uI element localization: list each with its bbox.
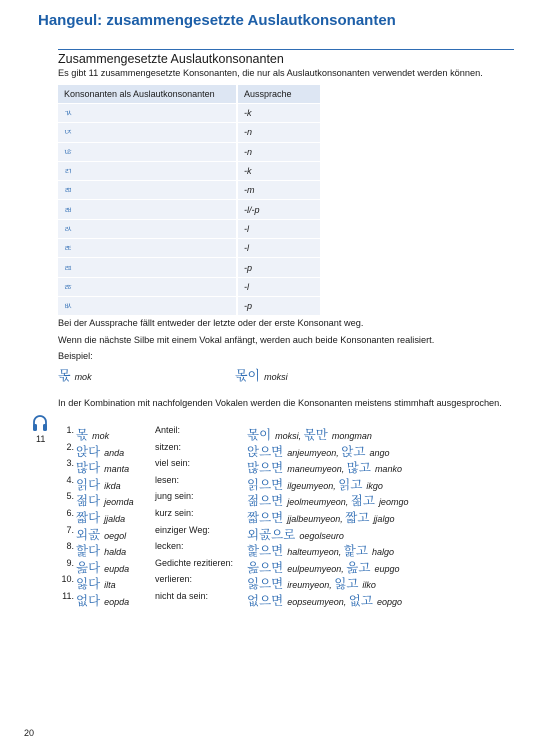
table-row [58, 142, 320, 161]
table-cell-consonant: ㄻ [58, 181, 237, 200]
exercise-number: 1. [66, 425, 74, 435]
exercise-forms [247, 591, 402, 609]
exercise-forms [247, 558, 399, 576]
exercise-form-2: 몫만 [303, 427, 328, 442]
table-cell-pronunciation: -k [237, 104, 320, 123]
list-item [58, 491, 518, 507]
exercise-form-1-romanization: jeolmeumyeon, [287, 497, 351, 508]
table-cell-pronunciation: -n [237, 142, 320, 161]
exercise-form-1-romanization: jjalbeumyeon, [287, 514, 346, 524]
exercise-number: 6. [66, 508, 74, 518]
exercise-form-1-romanization: halteumyeon, [287, 547, 344, 558]
exercise-form-2-romanization: eopgo [376, 597, 402, 607]
section-title: Zusammengesetzte Auslautkonsonanten [58, 49, 514, 66]
exercise-form-2-romanization: jeomgo [378, 497, 409, 508]
list-item [58, 541, 518, 557]
exercise-number: 8. [66, 541, 74, 552]
exercise-number: 5. [66, 491, 74, 502]
exercise-romanization: anda [104, 447, 125, 458]
exercise-romanization: ilta [104, 580, 116, 591]
table-row [58, 104, 320, 123]
exercise-word [76, 558, 129, 576]
exercise-form-2: 많고 [346, 460, 371, 476]
beispiel-label: Beispiel: [58, 351, 93, 361]
exercise-form-2: 읽고 [338, 476, 363, 492]
exercise-forms [247, 475, 383, 493]
exercise-form-2: 짧고 [345, 510, 370, 525]
exercise-form-1-romanization: eopseumyeon, [287, 597, 349, 607]
audio-track-number: 11 [36, 434, 46, 444]
table-cell-consonant: ㄼ [58, 200, 237, 219]
list-item [58, 458, 518, 474]
table-cell-consonant: ㅀ [58, 277, 237, 296]
exercise-form-1: 앉으면 [247, 443, 284, 459]
table-cell-pronunciation: -p [237, 296, 320, 315]
consonant-table [58, 85, 320, 315]
exercise-form-2-romanization: manko [374, 464, 402, 475]
exercise-form-1-romanization: anjeumyeon, [287, 447, 342, 458]
exercise-form-2: 핥고 [343, 543, 368, 559]
exercise-form-2-romanization: halgo [371, 547, 394, 558]
headphones-icon[interactable] [32, 413, 48, 435]
exercise-word [76, 475, 121, 493]
table-row [58, 181, 320, 200]
table-cell-pronunciation: -m [237, 181, 320, 200]
exercise-german: kurz sein: [155, 508, 194, 518]
exercise-hangul: 읽다 [76, 476, 101, 492]
exercise-german: jung sein: [155, 491, 194, 502]
table-cell-pronunciation: -l/-p [237, 200, 320, 219]
exercise-german: lesen: [155, 474, 180, 485]
table-header-consonants: Konsonanten als Auslautkonsonanten [58, 85, 237, 104]
table-cell-pronunciation: -l [237, 219, 320, 238]
paragraph-1: Bei der Aussprache fällt entweder der letzte oder der erste Konsonant weg. [58, 318, 364, 328]
exercise-form-2: 잃고 [334, 576, 359, 592]
exercise-romanization: ikda [104, 480, 121, 491]
table-row [58, 200, 320, 219]
exercise-number: 4. [66, 474, 74, 485]
table-row [58, 123, 320, 142]
example-2-hangul: 몫이 [235, 369, 261, 384]
table-header-pronunciation: Aussprache [237, 85, 320, 104]
exercise-form-2: 읊고 [346, 559, 371, 575]
exercise-word [76, 574, 116, 592]
exercise-hangul: 핥다 [76, 543, 101, 559]
exercise-form-1-romanization: ilgeumyeon, [287, 480, 339, 491]
exercise-word [76, 525, 126, 543]
table-cell-consonant: ㄺ [58, 161, 237, 180]
table-cell-consonant: ㅄ [58, 296, 237, 315]
exercise-form-2-romanization: mongman [331, 431, 372, 441]
table-cell-pronunciation: -p [237, 258, 320, 277]
exercise-german: viel sein: [155, 458, 191, 469]
table-cell-consonant: ㄶ [58, 142, 237, 161]
exercise-hangul: 많다 [76, 460, 101, 476]
exercise-word [76, 541, 126, 559]
exercise-form-1: 읊으면 [247, 559, 284, 575]
table-cell-consonant: ㄿ [58, 258, 237, 277]
exercise-form-2-romanization: jjalgo [373, 514, 395, 524]
table-cell-consonant: ㄾ [58, 239, 237, 258]
exercise-romanization: jeomda [104, 497, 134, 508]
list-item [58, 525, 518, 541]
exercise-form-2-romanization: ikgo [366, 480, 383, 491]
exercise-forms [247, 425, 372, 443]
exercise-german: lecken: [155, 541, 184, 552]
table-cell-pronunciation: -l [237, 239, 320, 258]
exercise-german: sitzen: [155, 441, 182, 452]
exercise-word [76, 491, 134, 509]
example-2 [235, 365, 288, 385]
exercise-romanization: mok [92, 431, 110, 441]
paragraph-2: Wenn die nächste Silbe mit einem Vokal anfängt, werden auch beide Konsonanten realisiert. [58, 335, 435, 345]
list-item [58, 574, 518, 590]
intro-text: Es gibt 11 zusammengesetzte Konsonanten, die nur als Auslautkonsonanten verwendet werden können. [58, 68, 483, 78]
example-2-romanization: moksi [264, 372, 288, 382]
exercise-word [76, 591, 129, 609]
exercise-forms [247, 541, 394, 559]
exercise-german: verlieren: [155, 574, 193, 585]
exercise-form-1: 많으면 [247, 460, 284, 476]
exercise-form-2-romanization: eupgo [374, 563, 400, 574]
page-title: Hangeul: zusammengesetzte Auslautkonsonanten [38, 12, 396, 29]
exercise-form-1-romanization: maneumyeon, [287, 464, 347, 475]
exercise-hangul: 젊다 [76, 493, 101, 509]
exercise-form-1-romanization: moksi, [275, 431, 304, 441]
table-cell-consonant: ㄽ [58, 219, 237, 238]
exercise-hangul: 몫 [76, 427, 89, 442]
list-item [58, 591, 518, 607]
exercise-german: Gedichte rezitieren: [155, 557, 234, 568]
exercise-form-1: 핥으면 [247, 543, 284, 559]
table-row [58, 296, 320, 315]
exercise-form-1: 읽으면 [247, 476, 284, 492]
exercise-romanization: jjalda [104, 514, 126, 524]
exercise-hangul: 없다 [76, 593, 101, 608]
list-item [58, 508, 518, 524]
exercise-word [76, 425, 109, 443]
list-item [58, 475, 518, 491]
table-row [58, 219, 320, 238]
exercise-form-1: 젊으면 [247, 493, 284, 509]
exercise-form-2: 젊고 [350, 493, 375, 509]
exercise-forms [247, 574, 376, 592]
exercise-number: 10. [61, 574, 74, 585]
list-item [58, 425, 518, 441]
exercise-forms [247, 508, 394, 526]
exercise-forms [247, 525, 348, 543]
exercise-form-2-romanization: ango [369, 447, 390, 458]
list-item [58, 442, 518, 458]
exercise-forms [247, 458, 402, 476]
list-item [58, 558, 518, 574]
exercise-romanization: oegol [104, 530, 127, 541]
exercise-form-2: 없고 [348, 593, 373, 608]
exercise-hangul: 짧다 [76, 510, 101, 525]
exercise-form-1: 없으면 [247, 593, 284, 608]
table-cell-consonant: ㄳ [58, 104, 237, 123]
exercise-hangul: 읊다 [76, 559, 101, 575]
exercise-hangul: 잃다 [76, 576, 101, 592]
exercise-hangul: 앉다 [76, 443, 101, 459]
example-1-hangul: 몫 [58, 369, 71, 384]
exercise-german: nicht da sein: [155, 591, 209, 601]
exercise-form-2-romanization: ilko [362, 580, 376, 591]
exercise-number: 11. [62, 591, 74, 601]
exercise-form-1: 외곬으로 [247, 526, 296, 542]
table-cell-pronunciation: -l [237, 277, 320, 296]
table-header-row [58, 85, 320, 104]
table-cell-pronunciation: -n [237, 123, 320, 142]
exercise-romanization: eopda [104, 597, 130, 607]
table-cell-pronunciation: -k [237, 161, 320, 180]
exercise-german: Anteil: [155, 425, 181, 435]
exercise-form-1: 짧으면 [247, 510, 284, 525]
table-row [58, 161, 320, 180]
exercise-form-1: 몫이 [247, 427, 272, 442]
table-cell-consonant: ㄵ [58, 123, 237, 142]
exercise-form-1-romanization: ireumyeon, [287, 580, 335, 591]
paragraph-3: In der Kombination mit nachfolgenden Vokalen werden die Konsonanten meistens stimmhaft ausgesprochen. [58, 398, 502, 408]
exercise-form-1: 잃으면 [247, 576, 284, 592]
exercise-word [76, 458, 129, 476]
example-1-romanization: mok [74, 372, 92, 382]
example-1 [58, 365, 92, 385]
exercise-form-2: 앉고 [341, 443, 366, 459]
exercise-number: 3. [66, 458, 74, 469]
exercise-hangul: 외곬 [76, 526, 101, 542]
exercise-forms [247, 442, 389, 460]
table-row [58, 239, 320, 258]
exercise-word [76, 442, 124, 460]
exercise-german: einziger Weg: [155, 524, 210, 535]
exercise-romanization: manta [104, 464, 130, 475]
exercise-word [76, 508, 125, 526]
exercise-romanization: halda [104, 547, 127, 558]
exercise-form-1-romanization: eulpeumyeon, [287, 563, 347, 574]
exercise-forms [247, 491, 408, 509]
page-number: 20 [24, 728, 35, 738]
exercise-number: 7. [66, 524, 74, 535]
exercise-number: 2. [66, 441, 74, 452]
exercise-number: 9. [66, 557, 74, 568]
exercise-romanization: eupda [104, 563, 130, 574]
table-row [58, 258, 320, 277]
exercise-form-1-romanization: oegolseuro [299, 530, 344, 541]
table-row [58, 277, 320, 296]
